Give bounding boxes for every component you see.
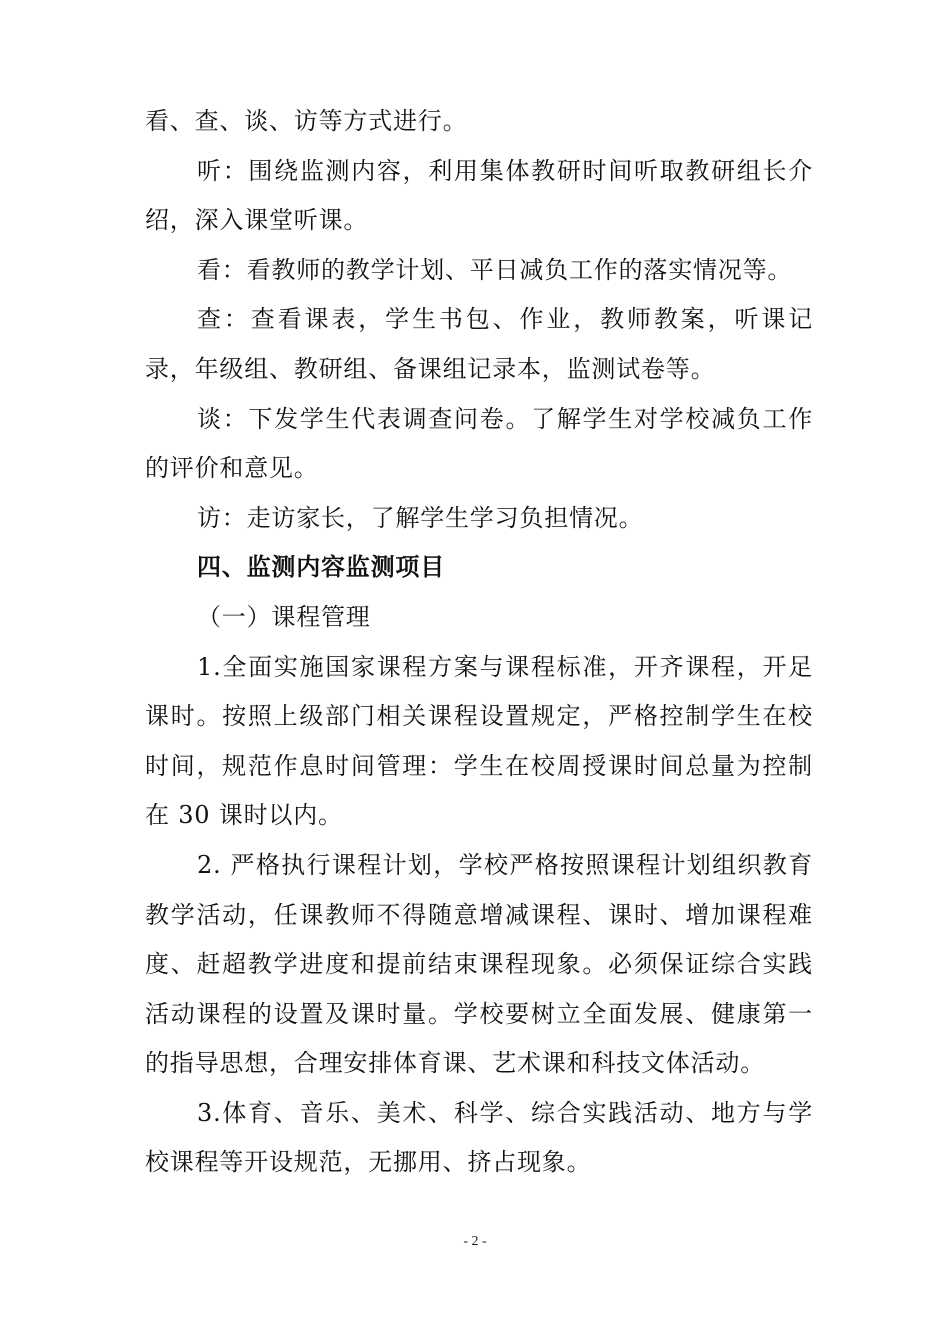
list-item-3: 3.体育、音乐、美术、科学、综合实践活动、地方与学校课程等开设规范，无挪用、挤占现象。 [145, 1098, 813, 1177]
list-item-2: 2. 严格执行课程计划，学校严格按照课程计划组织教育教学活动，任课教师不得随意增减课程、课时、增加课程难度、赶超教学进度和提前结束课程现象。必须保证综合实践活动课程的设置及课时量。学校要树立全面发展、健康第一的指导思想，合理安排体育课、艺术课和科技文体活动。 [145, 850, 813, 1078]
page-number: - 2 - [463, 1234, 487, 1249]
paragraph-continuation: 看、查、谈、访等方式进行。 [145, 107, 468, 135]
paragraph-look: 看：看教师的教学计划、平日减负工作的落实情况等。 [197, 255, 793, 284]
document-body [145, 97, 813, 1188]
subsection-heading: （一）课程管理 [197, 602, 371, 631]
paragraph-listen: 听：围绕监测内容，利用集体教研时间听取教研组长介绍，深入课堂听课。 [145, 156, 813, 235]
section-heading: 四、监测内容监测项目 [197, 553, 445, 582]
paragraph-check: 查：查看课表，学生书包、作业，教师教案，听课记录，年级组、教研组、备课组记录本，监测试卷等。 [145, 305, 813, 383]
paragraph-talk: 谈：下发学生代表调查问卷。了解学生对学校减负工作的评价和意见。 [145, 404, 813, 483]
paragraph-visit: 访：走访家长，了解学生学习负担情况。 [197, 503, 644, 532]
list-item-1: 1.全面实施国家课程方案与课程标准，开齐课程，开足课时。按照上级部门相关课程设置规定，严格控制学生在校时间，规范作息时间管理：学生在校周授课时间总量为控制在 30 课时以内。 [145, 652, 813, 830]
